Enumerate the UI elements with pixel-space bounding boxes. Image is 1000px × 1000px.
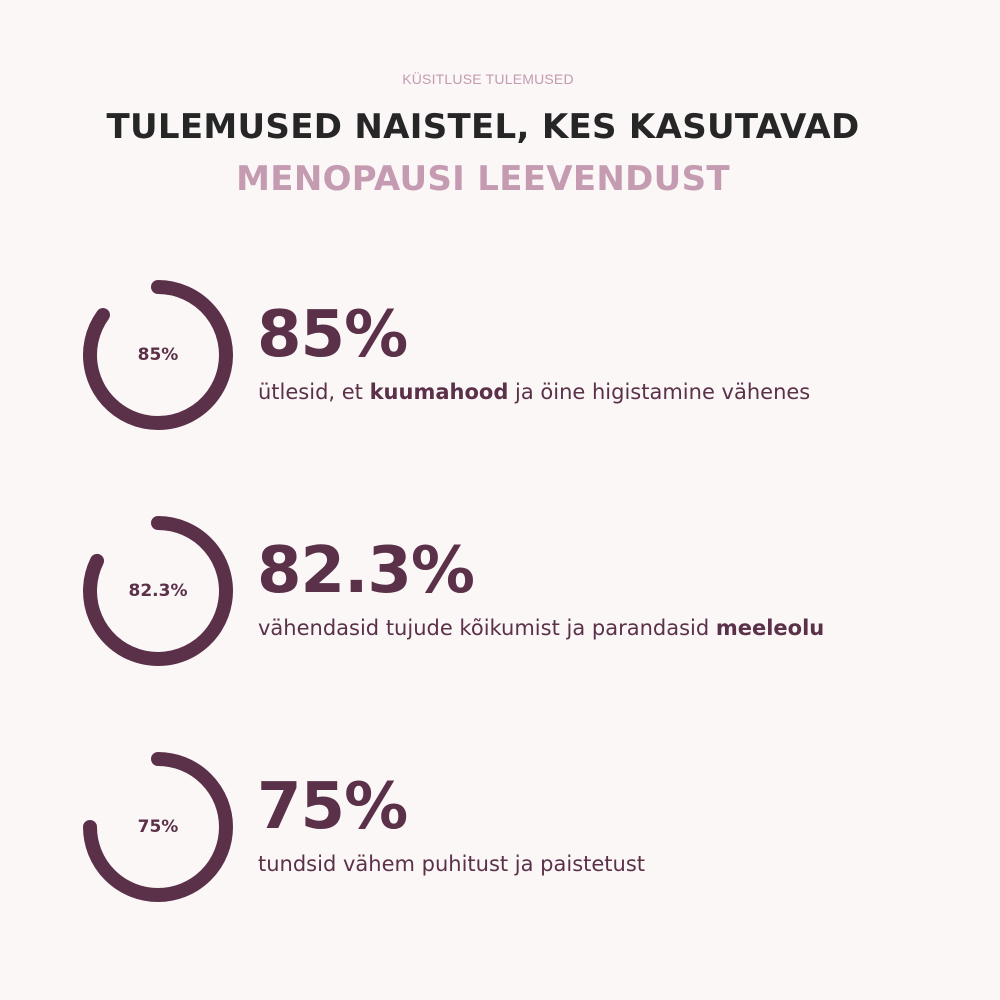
progress-ring <box>79 748 237 906</box>
progress-ring <box>79 512 237 670</box>
page-title-line-2: MENOPAUSI LEEVENDUST <box>236 159 730 199</box>
caption-text-before: ütlesid, et <box>258 380 370 404</box>
ring-percent-label: 75% <box>137 817 179 837</box>
caption-text-before: tundsid vähem puhitust ja paistetust <box>258 852 646 876</box>
caption-text-before: vähendasid tujude kõikumist ja parandasid <box>258 616 716 640</box>
ring-percent-label: 85% <box>137 345 179 365</box>
stat-row <box>0 276 1000 436</box>
stat-row <box>0 512 1000 672</box>
caption-text-bold: meeleolu <box>715 616 825 640</box>
stat-caption <box>258 616 824 640</box>
stat-value: 82.3% <box>257 534 475 608</box>
stat-caption <box>258 380 810 404</box>
stat-caption <box>258 852 645 876</box>
stat-value: 85% <box>257 298 408 372</box>
progress-ring <box>79 276 237 434</box>
stat-row <box>0 748 1000 908</box>
caption-text-after: ja öine higistamine vähenes <box>508 380 811 404</box>
survey-eyebrow: KÜSITLUSE TULEMUSED <box>402 71 574 87</box>
stat-value: 75% <box>257 770 408 844</box>
page-title-line-1: TULEMUSED NAISTEL, KES KASUTAVAD <box>106 107 860 147</box>
caption-text-bold: kuumahood <box>369 380 509 404</box>
ring-percent-label: 82.3% <box>128 581 188 601</box>
